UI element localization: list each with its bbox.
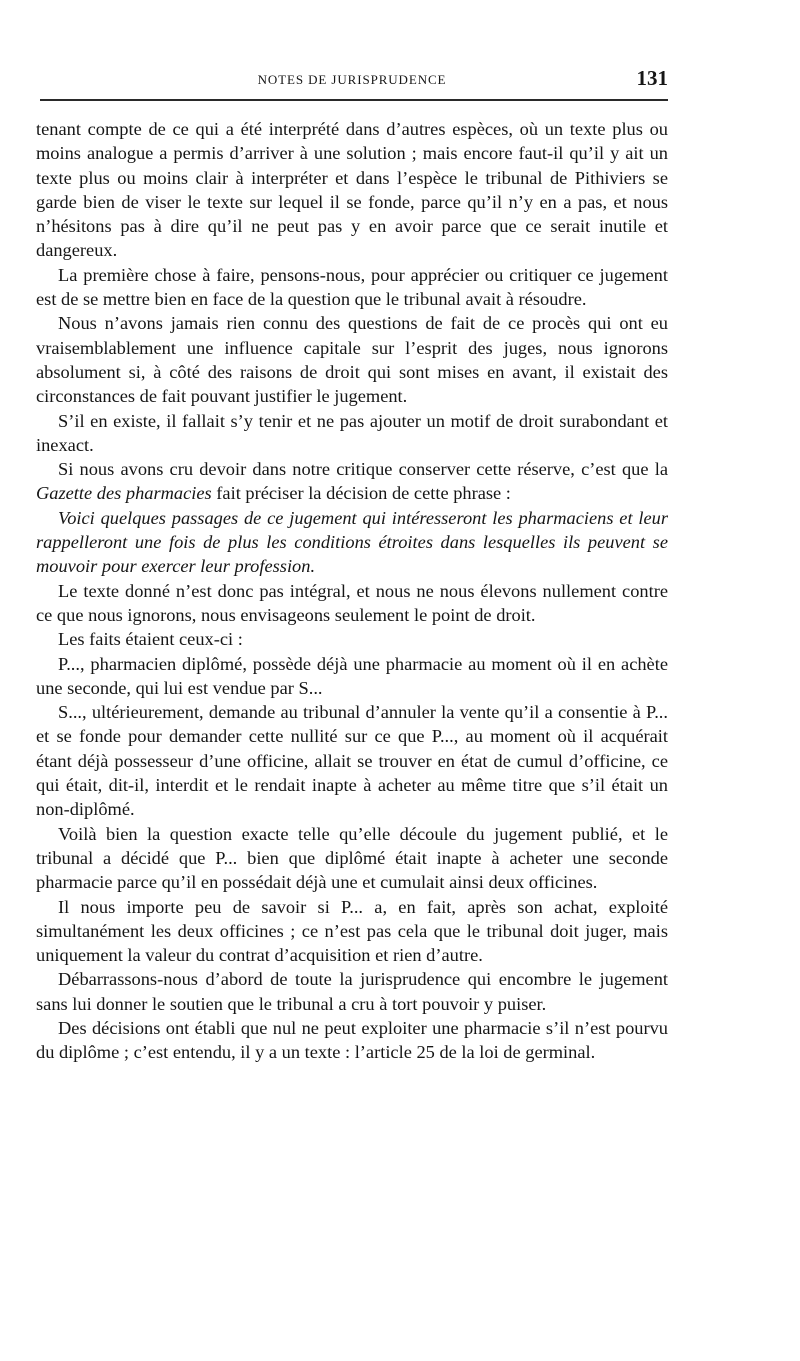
paragraph-2: La première chose à faire, pensons-nous, pour apprécier ou critiquer ce jugement est de se mettre bien en face de la question que le tribunal avait à résoudre.: [36, 264, 668, 310]
header-rule: [40, 99, 668, 101]
paragraph-9: P..., pharmacien diplômé, possède déjà une pharmacie au moment où il en achète une seconde, qui lui est vendue par S...: [36, 653, 668, 698]
paragraph-4: S’il en existe, il fallait s’y tenir et ne pas ajouter un motif de droit surabondant et inexact.: [36, 410, 668, 455]
paragraph-14: Des décisions ont établi que nul ne peut exploiter une pharmacie s’il n’est pourvu du diplôme ; c’est entendu, il y a un texte : l’article 25 de la loi de germinal.: [36, 1017, 668, 1063]
quoted-passage: Voici quelques passages de ce jugement qui intéresseront les pharmaciens et leur rappelleront une fois de plus les conditions étroites dans lesquelles ils peuvent se mouvoir pour exercer leur profession.: [36, 507, 668, 577]
paragraph-5-text-after: fait préciser la décision de cette phrase :: [211, 483, 511, 504]
paragraph-11: Voilà bien la question exacte telle qu’elle découle du jugement publié, et le tribunal a décidé que P... bien que diplômé était inapte à acheter une seconde pharmacie parce qu’il en possédait déjà une et cumulait ainsi deux officines.: [36, 823, 668, 893]
paragraph-3: Nous n’avons jamais rien connu des questions de fait de ce procès qui ont eu vraisemblablement une influence capitale sur l’esprit des juges, nous ignorons absolument si, à côté des raisons de droit qui sont mises en avant, il existait des circonstances de fait pouvant justifier le jugement.: [36, 313, 668, 407]
paragraph-7: Le texte donné n’est donc pas intégral, et nous ne nous élevons nullement contre ce que nous ignorons, nous envisageons seulement le point de droit.: [36, 580, 668, 625]
paragraph-5-text-before: Si nous avons cru devoir dans notre critique conserver cette réserve, c’est que la: [58, 459, 668, 480]
paragraph-8: Les faits étaient ceux-ci :: [58, 629, 243, 650]
publication-title: Gazette des pharmacies: [36, 483, 212, 504]
paragraph-10: S..., ultérieurement, demande au tribunal d’annuler la vente qu’il a consentie à P... et se fonde pour demander cette nullité sur ce que P..., au moment où il acquérait étant déjà possesseur d’une officine, allait se trouver en état de cumul d’officine, ce qui était, dit-il, interdit et le rendait inapte à acheter au même titre que s’il était un non-diplômé.: [36, 702, 668, 820]
paragraph-12: Il nous importe peu de savoir si P... a, en fait, après son achat, exploité simultanément les deux officines ; ce n’est pas cela que le tribunal doit juger, mais uniquement la valeur du contrat d’acquisition et rien d’autre.: [36, 896, 668, 966]
body-text: [36, 117, 668, 1065]
paragraph-5: [36, 457, 668, 506]
running-header: [36, 62, 668, 92]
paragraph-13: Débarrassons-nous d’abord de toute la jurisprudence qui encombre le jugement sans lui donner le soutien que le tribunal a cru à tort pouvoir y puiser.: [36, 969, 668, 1014]
paragraph-1: tenant compte de ce qui a été interprété dans d’autres espèces, où un texte plus ou moins analogue a permis d’arriver à une solution ; mais encore faut-il qu’il y ait un texte plus ou moins clair à interpréter et dans l’espèce le tribunal de Pithiviers se garde bien de viser le texte sur lequel il se fonde, parce qu’il n’y en a pas, et nous n’hésitons pas à dire qu’il ne peut pas y en avoir parce que ce serait inutile et dangereux.: [36, 119, 668, 261]
page-number: 131: [636, 66, 668, 90]
page: [36, 62, 668, 1065]
running-title: NOTES DE JURISPRUDENCE: [257, 72, 447, 87]
